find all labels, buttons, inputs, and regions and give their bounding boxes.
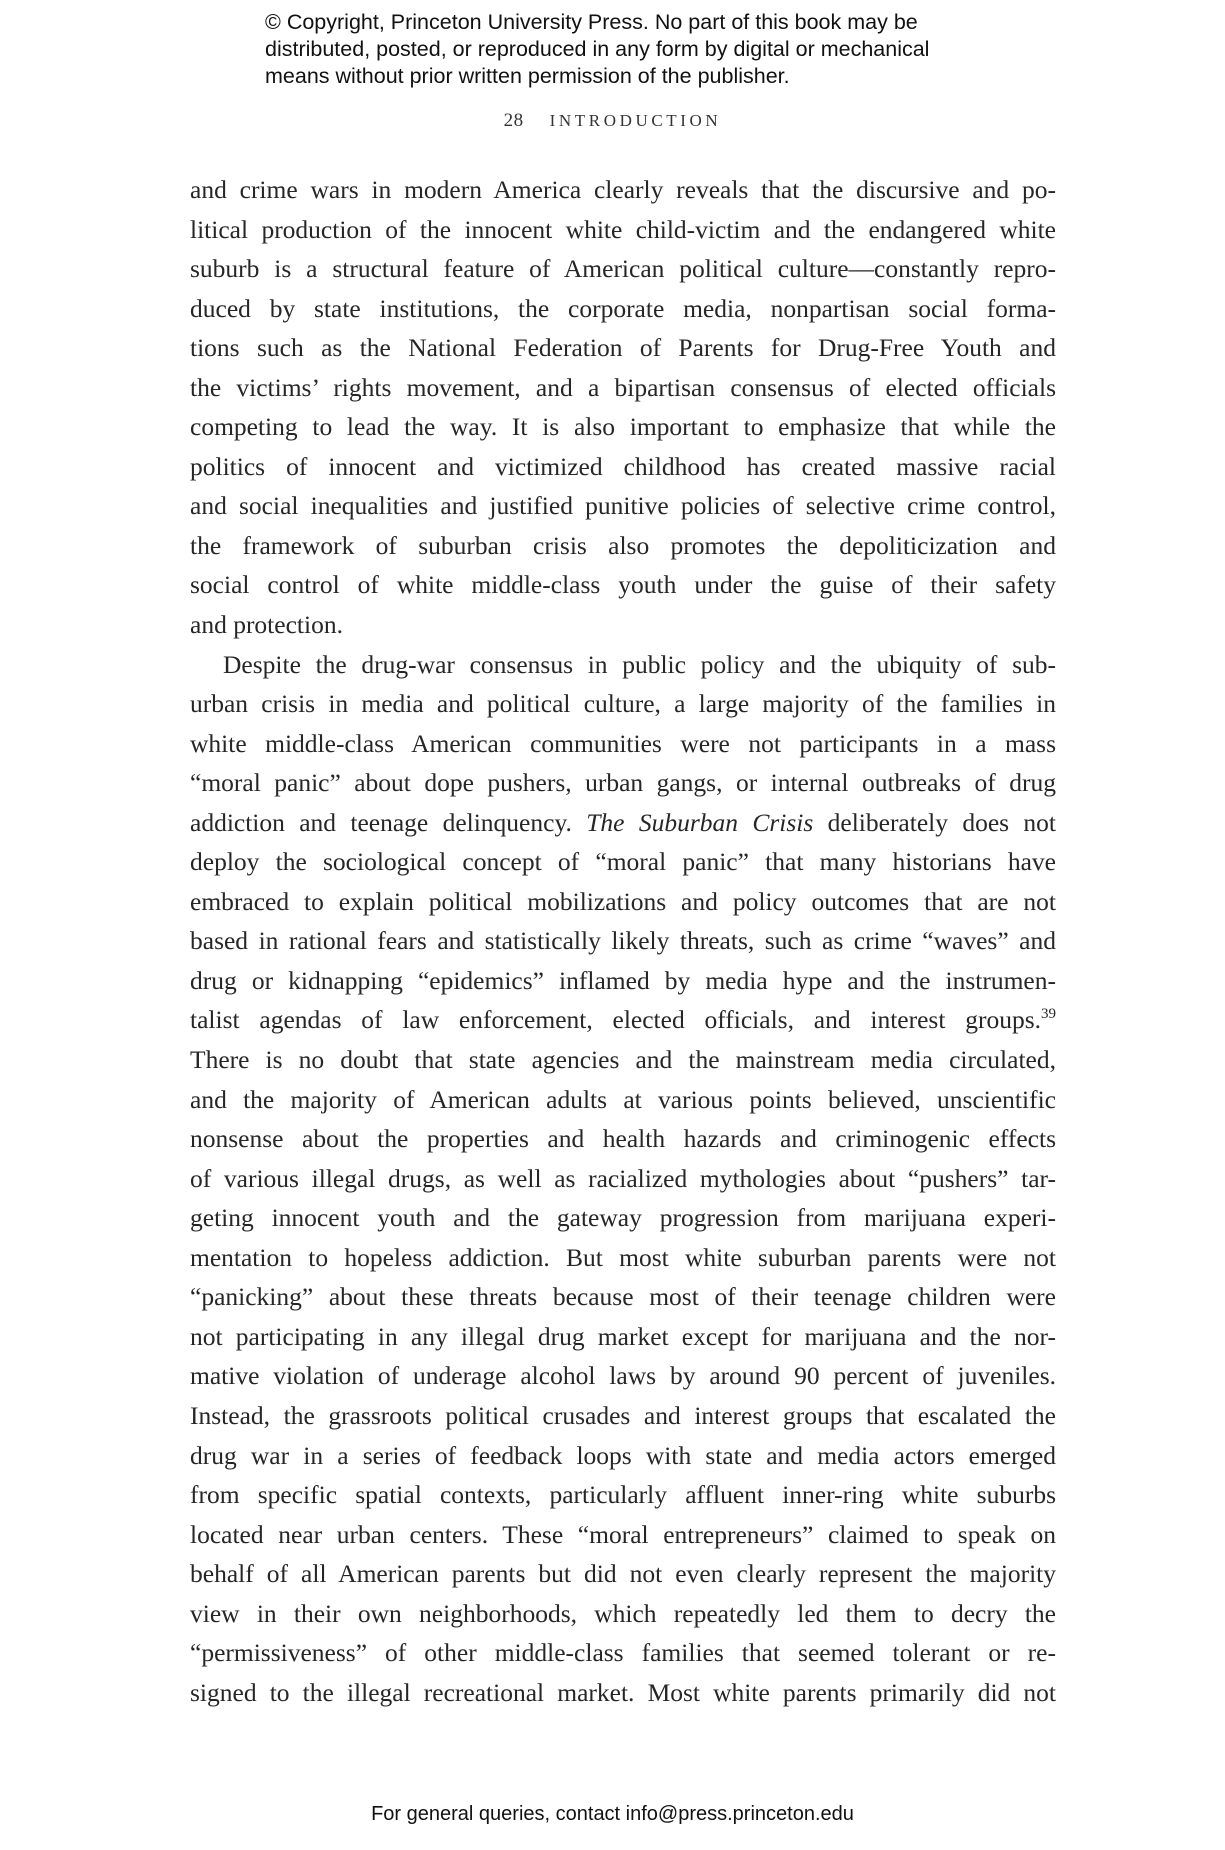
text-line: and crime wars in modern America clearly reveals that the discursive and po- [190,175,1056,204]
paragraph [190,170,1056,645]
text-line: and social inequalities and justified punitive policies of selective crime control, [190,491,1056,521]
text-line: and the majority of American adults at various points believed, unscientific [190,1084,1056,1114]
text-line: suburb is a structural feature of American political culture—constantly repro- [190,254,1056,284]
text-line: tions such as the National Federation of Parents for Drug-Free Youth and [190,333,1056,363]
text-line: located near urban centers. These “moral entrepreneurs” claimed to speak on [190,1519,1056,1549]
book-title: The Suburban Crisis [586,807,814,837]
copyright-line: means without prior written permission of the publisher. [265,64,790,88]
text-line: “moral panic” about dope pushers, urban gangs, or internal outbreaks of drug [190,768,1056,798]
text-line: drug or kidnapping “epidemics” inflamed by media hype and the instrumen- [190,965,1056,995]
text-line: geting innocent youth and the gateway progression from marijuana experi- [190,1203,1056,1233]
text-line: not participating in any illegal drug market except for marijuana and the nor- [190,1321,1056,1351]
text-line: embraced to explain political mobilizations and policy outcomes that are not [190,886,1056,916]
text-line: litical production of the innocent white child-victim and the endangered white [190,214,1056,244]
text-line: view in their own neighborhoods, which repeatedly led them to decry the [190,1598,1056,1628]
footer-contact: For general queries, contact info@press.princeton.edu [371,1803,854,1825]
text-line: and protection. [190,610,343,640]
text-line: drug war in a series of feedback loops with state and media actors emerged [190,1440,1056,1470]
text-span: talist agendas of law enforcement, elected officials, and interest groups. [190,1005,1041,1035]
text-line: from specific spatial contexts, particularly affluent inner-ring white suburbs [190,1480,1056,1510]
text-line: the victims’ rights movement, and a bipartisan consensus of elected officials [190,372,1056,402]
text-line: Instead, the grassroots political crusades and interest groups that escalated the [190,1400,1056,1430]
text-line: behalf of all American parents but did not even clearly represent the majority [190,1559,1056,1589]
text-line: social control of white middle-class youth under the guise of their safety [190,570,1056,600]
section-title: INTRODUCTION [549,111,722,130]
page-number: 28 [503,110,524,131]
text-line: competing to lead the way. It is also important to emphasize that while the [190,412,1056,442]
text-line: white middle-class American communities were not participants in a mass [190,728,1056,758]
footnote-ref[interactable]: 39 [1041,1006,1056,1023]
text-line: of various illegal drugs, as well as racialized mythologies about “pushers” tar- [190,1163,1056,1193]
text-line: Despite the drug-war consensus in public policy and the ubiquity of sub- [223,649,1056,679]
text-line: “permissiveness” of other middle-class families that seemed tolerant or re- [190,1638,1056,1668]
text-line: nonsense about the properties and health hazards and criminogenic effects [190,1124,1056,1154]
text-line: based in rational fears and statistically likely threats, such as crime “waves” and [190,926,1056,956]
text-line: mative violation of underage alcohol laws by around 90 percent of juveniles. [190,1361,1056,1391]
copyright-line: distributed, posted, or reproduced in any form by digital or mechanical [265,37,930,61]
text-line: duced by state institutions, the corporate media, nonpartisan social forma- [190,293,1056,323]
paragraph [190,645,1056,1713]
text-line: urban crisis in media and political culture, a large majority of the families in [190,689,1056,719]
text-line: mentation to hopeless addiction. But most white suburban parents were not [190,1242,1056,1272]
text-line: politics of innocent and victimized childhood has created massive racial [190,451,1056,481]
text-line: There is no doubt that state agencies and the mainstream media circulated, [190,1045,1056,1075]
text-line [190,803,1056,843]
body-text [190,170,1056,1712]
text-line: “panicking” about these threats because most of their teenage children were [190,1282,1056,1312]
running-head [0,110,1225,132]
copyright-notice [265,9,1025,90]
text-line: deploy the sociological concept of “moral panic” that many historians have [190,847,1056,877]
text-span: addiction and teenage delinquency. [190,807,587,837]
text-line [190,1000,1056,1040]
text-span: deliberately does not [813,807,1056,837]
text-line: signed to the illegal recreational market. Most white parents primarily did not [190,1677,1056,1707]
text-line: the framework of suburban crisis also promotes the depoliticization and [190,530,1056,560]
copyright-line: © Copyright, Princeton University Press. No part of this book may be [265,10,918,34]
